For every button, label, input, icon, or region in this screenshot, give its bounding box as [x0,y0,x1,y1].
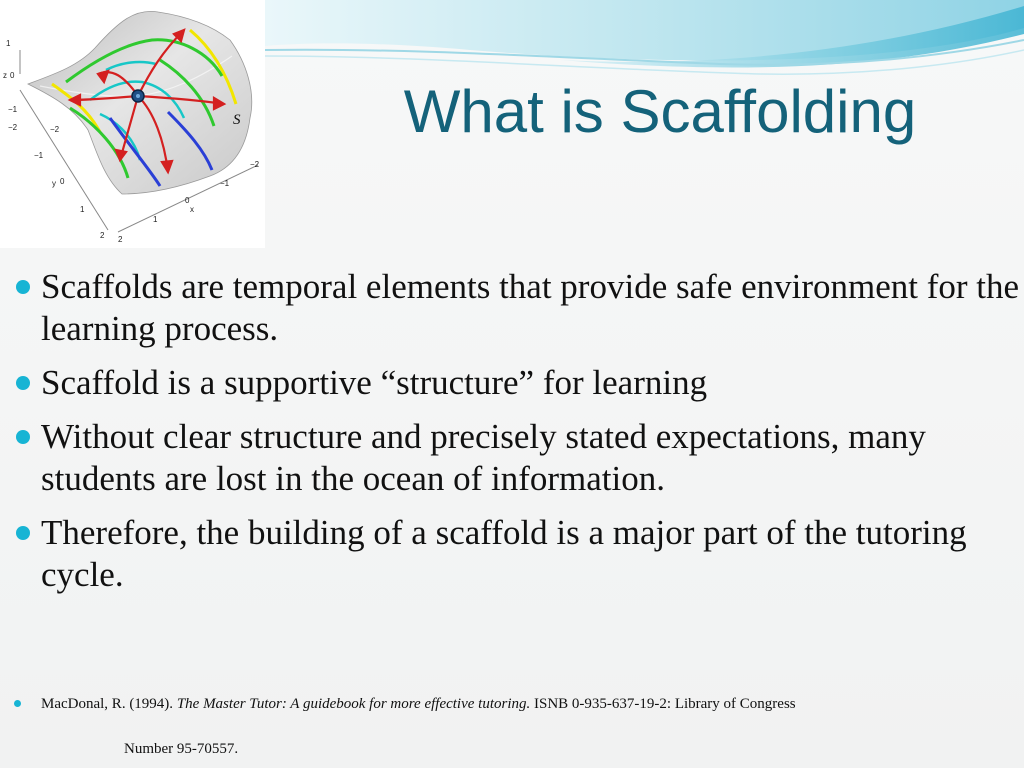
bullet-list [14,266,1020,608]
bullet-item [14,362,1020,404]
y-tick: 1 [80,205,85,214]
bullet-dot-icon [16,430,30,444]
x-tick: 0 [185,196,190,205]
reference-line [41,694,796,714]
reference-isbn: ISNB 0-935-637-19-2: Library of Congress [530,696,796,712]
z-axis-label: z [3,71,7,80]
x-tick: −2 [250,160,260,169]
reference-continuation: Number 95-70557. [124,741,239,757]
y-tick: −2 [50,125,60,134]
x-tick: 2 [118,235,123,244]
x-tick: 1 [153,215,158,224]
saddle-point-figure [0,0,265,248]
y-tick: 2 [100,231,105,240]
bullet-item [14,416,1020,500]
z-tick: −1 [8,105,18,114]
bullet-dot-icon [14,700,21,707]
bullet-item [14,266,1020,350]
bullet-dot-icon [16,526,30,540]
bullet-text: Therefore, the building of a scaffold is a major part of the tutoring cycle. [41,513,967,594]
slide-title: What is Scaffolding [403,78,917,145]
z-tick: 1 [6,39,11,48]
x-tick: −1 [220,179,230,188]
bullet-dot-icon [16,376,30,390]
bullet-text: Scaffold is a supportive “structure” for learning [41,363,708,402]
y-axis-label: y [52,179,56,188]
bullet-text: Without clear structure and precisely stated expectations, many students are lost in the ocean of information. [41,417,926,498]
bullet-item [14,512,1020,596]
bullet-text: Scaffolds are temporal elements that provide safe environment for the learning process. [41,267,1020,348]
y-tick: −1 [34,151,44,160]
reference-book-title: The Master Tutor: A guidebook for more effective tutoring. [176,696,531,712]
reference-author: MacDonal, R. (1994). [41,696,177,712]
z-tick: 0 [10,71,15,80]
saddle-point-label: S [233,112,241,128]
saddle-surface-plot [0,0,265,248]
bullet-dot-icon [16,280,30,294]
x-axis-label: x [190,205,194,214]
y-tick: 0 [60,177,65,186]
z-tick: −2 [8,123,18,132]
